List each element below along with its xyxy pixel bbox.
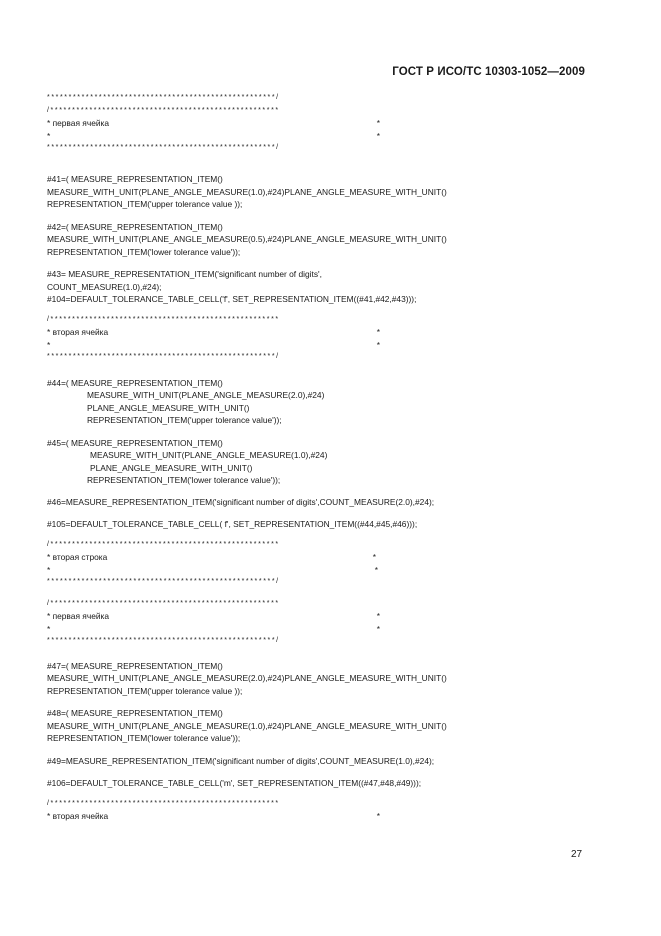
comment-empty-line bbox=[47, 130, 547, 143]
code-line-106: #106=DEFAULT_TOLERANCE_TABLE_CELL('m', SET_REPRESENTATION_ITEM((#47,#48,#49))); bbox=[47, 778, 422, 788]
code-line-105: #105=DEFAULT_TOLERANCE_TABLE_CELL( f', SET_REPRESENTATION_ITEM((#44,#45,#46))); bbox=[47, 519, 418, 529]
code-line-44: #44=( MEASURE_REPRESENTATION_ITEM() bbox=[47, 377, 223, 388]
code-line-45: PLANE_ANGLE_MEASURE_WITH_UNIT() bbox=[90, 462, 253, 473]
comment-star: * bbox=[376, 339, 380, 350]
comment-border-line: /***************************************************** bbox=[47, 540, 280, 548]
code-line-45: REPRESENTATION_ITEM('lower tolerance value')); bbox=[87, 475, 281, 485]
code-line-44: MEASURE_WITH_UNIT(PLANE_ANGLE_MEASURE(2.0),#24) bbox=[87, 390, 325, 400]
code-line-47: #47=( MEASURE_REPRESENTATION_ITEM() bbox=[47, 660, 223, 671]
code-line-41: #41=( MEASURE_REPRESENTATION_ITEM() bbox=[47, 174, 223, 184]
code-line-45: #45=( MEASURE_REPRESENTATION_ITEM() bbox=[47, 437, 223, 448]
comment-border-line: /***************************************************** bbox=[47, 315, 280, 323]
comment-star: * bbox=[376, 811, 380, 821]
comment-border-line: *****************************************************/ bbox=[47, 578, 280, 585]
code-line-45: MEASURE_WITH_UNIT(PLANE_ANGLE_MEASURE(1.0),#24) bbox=[90, 450, 328, 460]
comment-label-line bbox=[47, 117, 547, 130]
code-line-44: REPRESENTATION_ITEM('upper tolerance value')); bbox=[87, 415, 282, 425]
comment-border-line: /***************************************************** bbox=[47, 599, 280, 607]
comment-empty-line bbox=[47, 623, 547, 636]
code-line-43: COUNT_MEASURE(1.0),#24); bbox=[47, 281, 162, 292]
comment-border-line: *****************************************************/ bbox=[47, 637, 280, 644]
page-number: 27 bbox=[571, 849, 583, 860]
comment-star: * bbox=[376, 327, 380, 337]
comment-star: * bbox=[376, 130, 380, 141]
code-listing bbox=[47, 92, 547, 823]
code-line-48: MEASURE_WITH_UNIT(PLANE_ANGLE_MEASURE(1.0),#24)PLANE_ANGLE_MEASURE_WITH_UNIT() bbox=[47, 720, 447, 731]
code-line-42: #42=( MEASURE_REPRESENTATION_ITEM() bbox=[47, 221, 223, 232]
comment-label-text: * вторая ячейка bbox=[47, 811, 109, 821]
comment-label-text: * первая ячейка bbox=[47, 118, 110, 128]
comment-empty-line bbox=[47, 564, 547, 577]
comment-label-line bbox=[47, 810, 547, 823]
comment-border-line: /***************************************************** bbox=[47, 799, 280, 807]
code-line-41: MEASURE_WITH_UNIT(PLANE_ANGLE_MEASURE(1.0),#24)PLANE_ANGLE_MEASURE_WITH_UNIT() bbox=[47, 186, 447, 197]
code-line-47: REPRESENTATION_ITEM('upper tolerance value )); bbox=[47, 685, 243, 696]
comment-border-line: /***************************************************** bbox=[47, 106, 280, 114]
comment-label-line bbox=[47, 551, 547, 564]
code-line-41: REPRESENTATION_ITEM('upper tolerance value )); bbox=[47, 199, 243, 209]
comment-star: * bbox=[47, 339, 51, 350]
comment-star: * bbox=[47, 564, 51, 575]
code-line-104: #104=DEFAULT_TOLERANCE_TABLE_CELL('f', SET_REPRESENTATION_ITEM((#41,#42,#43))); bbox=[47, 294, 417, 304]
comment-star: * bbox=[376, 623, 380, 634]
code-line-42: MEASURE_WITH_UNIT(PLANE_ANGLE_MEASURE(0.5),#24)PLANE_ANGLE_MEASURE_WITH_UNIT() bbox=[47, 234, 447, 244]
code-line-47: MEASURE_WITH_UNIT(PLANE_ANGLE_MEASURE(2.0),#24)PLANE_ANGLE_MEASURE_WITH_UNIT() bbox=[47, 673, 447, 683]
comment-empty-line bbox=[47, 339, 547, 352]
comment-star: * bbox=[376, 118, 380, 128]
comment-border-line: *****************************************************/ bbox=[47, 94, 280, 101]
document-header-title: ГОСТ Р ИСО/ТС 10303-1052—2009 bbox=[392, 66, 585, 78]
comment-star: * bbox=[47, 623, 51, 634]
code-line-49: #49=MEASURE_REPRESENTATION_ITEM('significant number of digits',COUNT_MEASURE(1.0),#24); bbox=[47, 755, 435, 766]
code-line-43: #43= MEASURE_REPRESENTATION_ITEM('significant number of digits', bbox=[47, 269, 322, 279]
comment-label-text: * вторая строка bbox=[47, 552, 108, 562]
code-line-42: REPRESENTATION_ITEM('lower tolerance value')); bbox=[47, 246, 241, 257]
comment-star: * bbox=[376, 611, 380, 621]
comment-label-text: * первая ячейка bbox=[47, 611, 110, 621]
comment-border-line: *****************************************************/ bbox=[47, 353, 280, 360]
comment-label-line bbox=[47, 326, 547, 339]
code-line-48: REPRESENTATION_ITEM('lower tolerance value')); bbox=[47, 733, 241, 743]
comment-label-line bbox=[47, 610, 547, 623]
comment-star: * bbox=[374, 564, 378, 575]
comment-star: * bbox=[47, 130, 51, 141]
code-line-44: PLANE_ANGLE_MEASURE_WITH_UNIT() bbox=[87, 402, 250, 413]
comment-border-line: *****************************************************/ bbox=[47, 144, 280, 151]
code-line-48: #48=( MEASURE_REPRESENTATION_ITEM() bbox=[47, 708, 223, 718]
code-line-46: #46=MEASURE_REPRESENTATION_ITEM('significant number of digits',COUNT_MEASURE(2.0),#24); bbox=[47, 496, 435, 507]
comment-label-text: * вторая ячейка bbox=[47, 327, 109, 337]
comment-star: * bbox=[372, 552, 376, 562]
